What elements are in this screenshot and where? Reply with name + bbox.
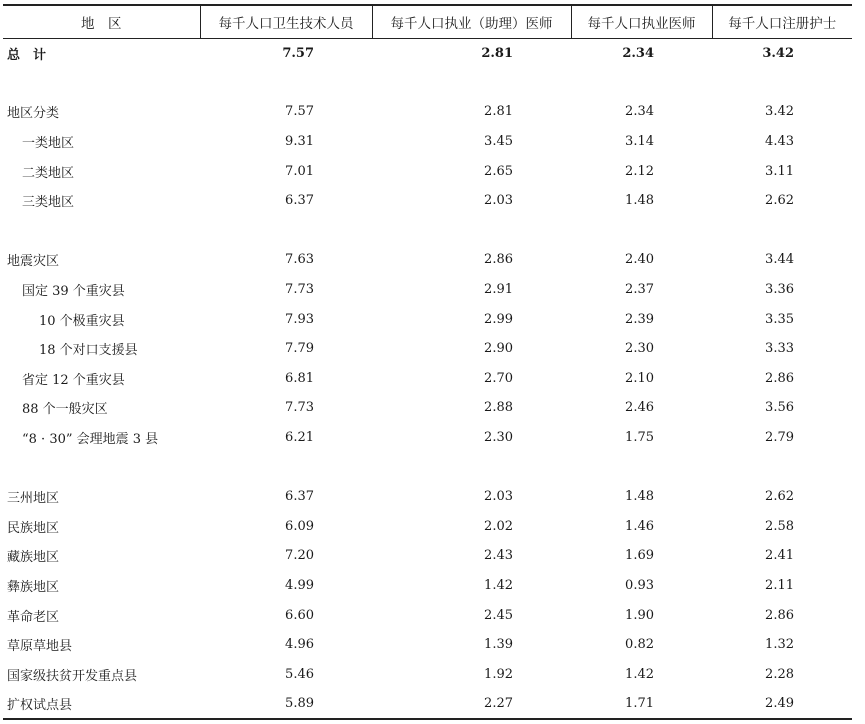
header-licensed-physicians: 每千人口执业医师 [571, 5, 712, 38]
cell-health-technicians: 7.79 [285, 341, 314, 357]
cell-licensed-assistant-physicians: 2.90 [484, 341, 513, 357]
table-row [3, 304, 852, 334]
row-label: 藏族地区 [7, 550, 60, 566]
table-row [3, 512, 852, 542]
cell-registered-nurses: 3.42 [762, 45, 794, 61]
table-row [3, 600, 852, 630]
cell-licensed-assistant-physicians: 1.42 [484, 577, 513, 593]
cell-licensed-physicians: 1.75 [625, 430, 654, 446]
header-row [3, 5, 852, 38]
cell-registered-nurses: 2.58 [765, 518, 794, 534]
table-header [3, 5, 852, 38]
row-label: 一类地区 [22, 136, 75, 152]
cell-licensed-assistant-physicians [372, 452, 571, 482]
header-registered-nurses: 每千人口注册护士 [712, 5, 852, 38]
cell-health-technicians [200, 68, 372, 98]
cell-licensed-physicians: 2.37 [625, 282, 654, 298]
cell-licensed-assistant-physicians: 2.70 [484, 370, 513, 386]
table-row [3, 97, 852, 127]
cell-licensed-assistant-physicians: 2.43 [484, 548, 513, 564]
spacer-row [3, 216, 852, 246]
row-label: 扩权试点县 [3, 689, 200, 719]
cell-registered-nurses: 2.86 [765, 370, 794, 386]
health-personnel-table [3, 4, 852, 720]
row-label: 省定 12 个重灾县 [22, 372, 125, 388]
spacer-row [3, 68, 852, 98]
cell-licensed-physicians: 1.46 [625, 518, 654, 534]
header-region: 地 区 [3, 5, 200, 38]
cell-health-technicians: 6.60 [285, 607, 314, 623]
cell-health-technicians: 7.20 [285, 548, 314, 564]
row-label: 彝族地区 [7, 579, 60, 595]
cell-licensed-assistant-physicians: 2.45 [484, 607, 513, 623]
cell-health-technicians: 7.73 [285, 400, 314, 416]
cell-licensed-assistant-physicians: 2.03 [484, 489, 513, 505]
cell-licensed-physicians [571, 452, 712, 482]
cell-licensed-assistant-physicians: 2.99 [484, 311, 513, 327]
row-label: 革命老区 [7, 609, 60, 625]
row-label: 地震灾区 [7, 254, 60, 270]
cell-licensed-assistant-physicians: 3.45 [484, 134, 513, 150]
table-row [3, 334, 852, 364]
table-row [3, 659, 852, 689]
row-label: 二类地区 [22, 165, 75, 181]
table-body [3, 38, 852, 719]
cell-health-technicians: 4.96 [285, 637, 314, 653]
table-row [3, 423, 852, 453]
table-row [3, 571, 852, 601]
cell-licensed-physicians: 2.34 [625, 104, 654, 120]
cell-registered-nurses: 2.62 [765, 489, 794, 505]
row-label [3, 68, 200, 98]
row-label [3, 452, 200, 482]
row-label: 总 计 [7, 47, 47, 63]
table-row [3, 275, 852, 305]
cell-licensed-assistant-physicians: 2.91 [484, 282, 513, 298]
cell-licensed-physicians [571, 68, 712, 98]
cell-licensed-assistant-physicians: 2.81 [481, 45, 513, 61]
row-label: 88 个一般灾区 [22, 402, 108, 418]
row-label: “8 · 30” 会理地震 3 县 [22, 432, 159, 448]
cell-licensed-physicians: 1.69 [625, 548, 654, 564]
cell-registered-nurses [712, 452, 852, 482]
cell-health-technicians: 6.09 [285, 518, 314, 534]
cell-health-technicians [200, 452, 372, 482]
cell-licensed-assistant-physicians [372, 68, 571, 98]
row-label: 民族地区 [7, 520, 60, 536]
table-row [3, 393, 852, 423]
cell-licensed-physicians: 2.46 [625, 400, 654, 416]
row-label: 地区分类 [7, 106, 60, 122]
cell-registered-nurses: 3.35 [765, 311, 794, 327]
cell-registered-nurses: 1.32 [765, 637, 794, 653]
cell-licensed-physicians: 2.12 [625, 163, 654, 179]
spacer-row [3, 452, 852, 482]
row-label: 三类地区 [22, 195, 75, 211]
cell-licensed-assistant-physicians: 2.03 [484, 193, 513, 209]
cell-licensed-physicians: 1.90 [625, 607, 654, 623]
cell-health-technicians: 6.37 [285, 489, 314, 505]
cell-registered-nurses: 2.49 [712, 689, 852, 719]
row-label: 三州地区 [7, 491, 60, 507]
cell-licensed-physicians: 1.48 [625, 193, 654, 209]
cell-registered-nurses: 3.11 [765, 163, 794, 179]
table-row [3, 482, 852, 512]
cell-licensed-physicians: 2.34 [622, 45, 654, 61]
row-label [3, 216, 200, 246]
cell-licensed-physicians: 0.93 [625, 577, 654, 593]
cell-registered-nurses: 2.41 [765, 548, 794, 564]
cell-licensed-physicians: 2.10 [625, 370, 654, 386]
cell-licensed-physicians: 1.48 [625, 489, 654, 505]
cell-licensed-physicians: 3.14 [625, 134, 654, 150]
table-row [3, 156, 852, 186]
table-row [3, 541, 852, 571]
cell-health-technicians: 6.37 [285, 193, 314, 209]
cell-registered-nurses: 3.44 [765, 252, 794, 268]
cell-licensed-assistant-physicians: 2.65 [484, 163, 513, 179]
cell-health-technicians: 5.89 [200, 689, 372, 719]
cell-registered-nurses: 3.33 [765, 341, 794, 357]
cell-licensed-assistant-physicians: 2.81 [484, 104, 513, 120]
cell-licensed-physicians [571, 216, 712, 246]
cell-registered-nurses: 2.28 [765, 666, 794, 682]
row-label: 国定 39 个重灾县 [22, 284, 125, 300]
table-row [3, 186, 852, 216]
cell-licensed-physicians: 2.40 [625, 252, 654, 268]
cell-health-technicians: 7.01 [285, 163, 314, 179]
cell-licensed-assistant-physicians: 1.39 [484, 637, 513, 653]
cell-health-technicians: 6.81 [285, 370, 314, 386]
cell-registered-nurses: 2.11 [765, 577, 794, 593]
cell-health-technicians: 6.21 [285, 430, 314, 446]
row-label: 10 个极重灾县 [39, 313, 125, 329]
cell-health-technicians: 5.46 [285, 666, 314, 682]
cell-health-technicians: 7.57 [282, 45, 314, 61]
cell-licensed-assistant-physicians: 2.30 [484, 430, 513, 446]
row-label: 18 个对口支援县 [39, 343, 138, 359]
cell-licensed-physicians: 2.30 [625, 341, 654, 357]
header-health-technicians: 每千人口卫生技术人员 [200, 5, 372, 38]
cell-registered-nurses [712, 68, 852, 98]
table-row [3, 630, 852, 660]
cell-licensed-assistant-physicians: 1.92 [484, 666, 513, 682]
cell-registered-nurses: 2.79 [765, 430, 794, 446]
cell-licensed-assistant-physicians: 2.27 [372, 689, 571, 719]
table-row [3, 127, 852, 157]
cell-licensed-physicians: 1.42 [625, 666, 654, 682]
cell-health-technicians: 4.99 [285, 577, 314, 593]
table-row [3, 689, 852, 719]
cell-health-technicians: 7.63 [285, 252, 314, 268]
row-label: 草原草地县 [7, 639, 73, 655]
cell-health-technicians: 9.31 [285, 134, 314, 150]
cell-licensed-assistant-physicians: 2.86 [484, 252, 513, 268]
cell-health-technicians: 7.57 [285, 104, 314, 120]
cell-licensed-assistant-physicians [372, 216, 571, 246]
table-row [3, 364, 852, 394]
cell-health-technicians [200, 216, 372, 246]
cell-licensed-physicians: 1.71 [571, 689, 712, 719]
cell-health-technicians: 7.93 [285, 311, 314, 327]
cell-registered-nurses: 4.43 [765, 134, 794, 150]
cell-licensed-physicians: 2.39 [625, 311, 654, 327]
header-licensed-assistant-physicians: 每千人口执业（助理）医师 [372, 5, 571, 38]
table-row [3, 245, 852, 275]
cell-registered-nurses: 3.56 [765, 400, 794, 416]
cell-licensed-physicians: 0.82 [625, 637, 654, 653]
row-label: 国家级扶贫开发重点县 [7, 668, 138, 684]
cell-health-technicians: 7.73 [285, 282, 314, 298]
cell-registered-nurses: 3.36 [765, 282, 794, 298]
cell-registered-nurses: 2.86 [765, 607, 794, 623]
cell-registered-nurses [712, 216, 852, 246]
cell-licensed-assistant-physicians: 2.02 [484, 518, 513, 534]
table-row [3, 38, 852, 68]
cell-licensed-assistant-physicians: 2.88 [484, 400, 513, 416]
cell-registered-nurses: 3.42 [765, 104, 794, 120]
cell-registered-nurses: 2.62 [765, 193, 794, 209]
